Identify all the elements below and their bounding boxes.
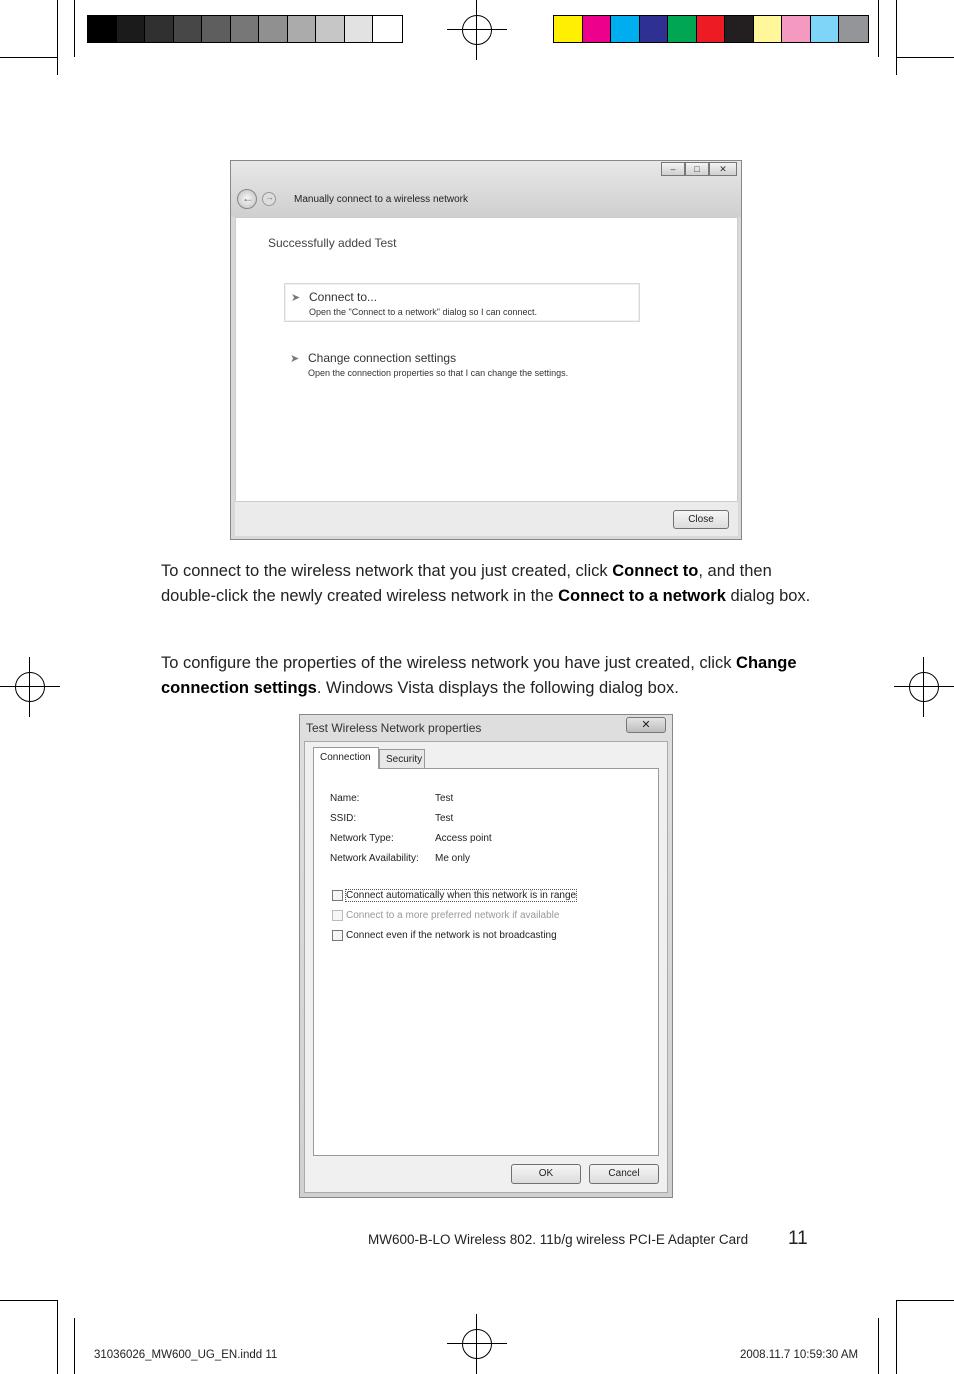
- prop-value-name: Test: [435, 793, 454, 804]
- back-arrow-icon[interactable]: [237, 189, 257, 209]
- prop-value-ssid: Test: [435, 813, 454, 824]
- change-connection-settings-option[interactable]: [284, 345, 640, 382]
- color-swatch: [554, 16, 583, 42]
- cancel-button[interactable]: Cancel: [589, 1164, 659, 1184]
- ok-button[interactable]: OK: [511, 1164, 581, 1184]
- crop-mark: [896, 57, 954, 58]
- crop-mark: [0, 1300, 57, 1301]
- crop-mark: [57, 1300, 58, 1374]
- color-swatch-bar: [553, 15, 869, 43]
- wizard-heading: Successfully added Test: [268, 236, 397, 250]
- prop-value-availability: Me only: [435, 853, 471, 864]
- instruction-paragraph-1: [161, 559, 821, 608]
- text: To configure the properties of the wireless network you have just created, click: [161, 654, 737, 672]
- wizard-content: [235, 217, 738, 502]
- crop-mark: [74, 1318, 75, 1374]
- connection-panel: [313, 768, 659, 1156]
- minimize-icon[interactable]: –: [661, 162, 685, 176]
- wizard-window-screenshot: [230, 160, 742, 540]
- color-swatch: [373, 16, 402, 42]
- color-swatch: [345, 16, 374, 42]
- color-swatch: [611, 16, 640, 42]
- option-title: Connect to...: [309, 290, 378, 304]
- print-slug-file: 31036026_MW600_UG_EN.indd 11: [94, 1349, 278, 1361]
- crop-mark: [0, 57, 57, 58]
- tab-security[interactable]: Security: [379, 749, 425, 769]
- close-button[interactable]: Close: [673, 510, 729, 529]
- crop-mark: [74, 0, 75, 57]
- close-icon[interactable]: ✕: [709, 162, 737, 176]
- prop-label-name: Name:: [330, 793, 360, 804]
- forward-arrow-icon[interactable]: [262, 192, 276, 206]
- crop-mark: [878, 0, 879, 57]
- color-swatch: [782, 16, 811, 42]
- dialog-title: Test Wireless Network properties: [306, 721, 482, 735]
- page-number: 11: [788, 1228, 808, 1249]
- print-slug-date: 2008.11.7 10:59:30 AM: [740, 1349, 859, 1361]
- bold-term: Connect to: [612, 562, 699, 580]
- prop-value-network-type: Access point: [435, 833, 492, 844]
- color-swatch: [754, 16, 783, 42]
- connect-preferred-checkbox: [332, 910, 559, 921]
- connect-to-option[interactable]: [284, 283, 640, 322]
- registration-mark-icon: [894, 657, 954, 717]
- dialog-frame: [304, 741, 668, 1193]
- registration-mark-icon: [447, 0, 507, 60]
- option-desc: Open the connection properties so that I can change the settings.: [308, 368, 569, 378]
- running-footer-title: MW600-B-LO Wireless 802. 11b/g wireless PCI-E Adapter Card: [368, 1232, 749, 1247]
- grayscale-swatch-bar: [87, 15, 403, 43]
- color-swatch: [725, 16, 754, 42]
- connect-automatically-checkbox[interactable]: [332, 890, 576, 901]
- tab-connection[interactable]: Connection: [313, 747, 379, 769]
- text: dialog box.: [725, 586, 811, 605]
- crop-mark: [896, 1300, 897, 1374]
- checkbox-label: Connect even if the network is not broadcasting: [346, 930, 557, 941]
- crop-mark: [896, 0, 897, 75]
- option-title: Change connection settings: [308, 351, 457, 365]
- checkbox-box[interactable]: [332, 930, 343, 941]
- color-swatch: [202, 16, 231, 42]
- color-swatch: [145, 16, 174, 42]
- prop-label-ssid: SSID:: [330, 813, 357, 824]
- maximize-icon[interactable]: □: [685, 162, 709, 176]
- prop-label-availability: Network Availability:: [330, 853, 419, 864]
- color-swatch: [697, 16, 726, 42]
- close-icon[interactable]: ✕: [626, 717, 666, 733]
- checkbox-label: Connect automatically when this network is in range: [346, 890, 577, 901]
- crop-mark: [878, 1318, 879, 1374]
- color-swatch: [668, 16, 697, 42]
- wizard-breadcrumb: Manually connect to a wireless network: [294, 194, 468, 205]
- instruction-paragraph-2: [161, 651, 821, 700]
- crop-mark: [57, 0, 58, 75]
- text: . Windows Vista displays the following dialog box.: [316, 678, 679, 697]
- color-swatch: [259, 16, 288, 42]
- crop-mark: [896, 1300, 954, 1301]
- wizard-footer: [235, 502, 738, 536]
- bold-term: Change connection settings: [161, 654, 797, 697]
- text: To connect to the wireless network that you just created, click: [161, 562, 613, 580]
- color-swatch: [231, 16, 260, 42]
- color-swatch: [174, 16, 203, 42]
- checkbox-box: [332, 910, 343, 921]
- checkbox-box[interactable]: [332, 890, 343, 901]
- checkbox-label: Connect to a more preferred network if available: [346, 910, 560, 921]
- color-swatch: [117, 16, 146, 42]
- color-swatch: [640, 16, 669, 42]
- prop-label-network-type: Network Type:: [330, 833, 394, 844]
- color-swatch: [316, 16, 345, 42]
- registration-mark-icon: [0, 657, 60, 717]
- connect-not-broadcasting-checkbox[interactable]: [332, 930, 557, 941]
- option-desc: Open the "Connect to a network" dialog so I can connect.: [309, 307, 538, 317]
- color-swatch: [583, 16, 612, 42]
- registration-mark-icon: [447, 1314, 507, 1374]
- properties-dialog-screenshot: [299, 714, 673, 1198]
- green-arrow-icon: ➤: [291, 292, 301, 304]
- wizard-titlebar: [231, 161, 741, 217]
- window-controls: [661, 162, 737, 176]
- bold-term: Connect to a network: [558, 586, 726, 605]
- color-swatch: [839, 16, 868, 42]
- green-arrow-icon: ➤: [290, 353, 300, 365]
- text: , and then double-click the newly created wireless network in the: [161, 562, 772, 605]
- color-swatch: [288, 16, 317, 42]
- color-swatch: [88, 16, 117, 42]
- color-swatch: [811, 16, 840, 42]
